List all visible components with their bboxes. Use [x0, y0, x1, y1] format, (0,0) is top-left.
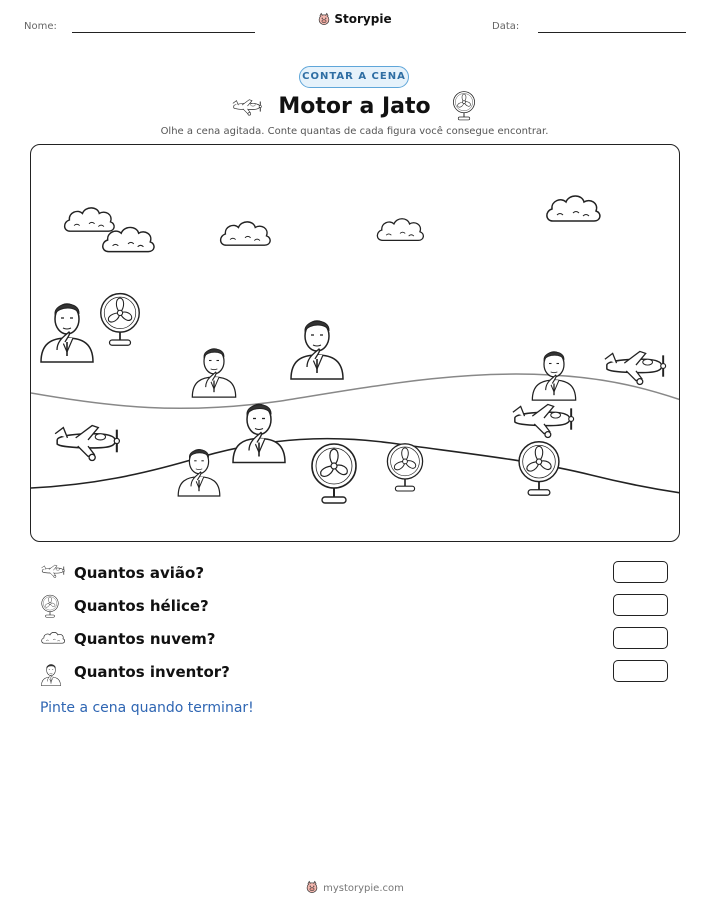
- coloring-note: Pinte a cena quando terminar!: [40, 700, 254, 716]
- pig-logo-icon: [305, 880, 319, 894]
- instructions: Olhe a cena agitada. Conte quantas de cada figura você consegue encontrar.: [160, 126, 549, 137]
- inventor-5: [178, 450, 220, 496]
- question-text: Quantos nuvem?: [74, 630, 216, 648]
- cloud-3: [221, 222, 271, 245]
- date-line: [538, 32, 686, 33]
- answer-box-inventor[interactable]: [613, 660, 668, 682]
- question-inventor: [40, 660, 680, 686]
- name-label: Nome:: [24, 21, 57, 32]
- fan-icon: [40, 594, 60, 618]
- brand-logo: [0, 12, 709, 26]
- inventor-icon: [40, 660, 62, 686]
- inventor-1: [41, 304, 93, 362]
- scene-illustration: [31, 145, 680, 542]
- cloud-4: [377, 219, 423, 241]
- activity-badge: CONTAR A CENA: [299, 66, 409, 88]
- page-title: Motor a Jato: [278, 94, 431, 119]
- question-text: Quantos hélice?: [74, 597, 209, 615]
- plane-3: [605, 351, 666, 384]
- fan-4: [519, 442, 559, 495]
- date-label: Data:: [492, 21, 520, 32]
- name-line: [72, 32, 255, 33]
- answer-box-fan[interactable]: [613, 594, 668, 616]
- fan-2: [312, 444, 356, 503]
- question-fan: [40, 594, 680, 620]
- site-footer: [0, 880, 709, 894]
- cloud-1: [65, 208, 115, 231]
- title-row: [0, 90, 709, 124]
- answer-box-cloud[interactable]: [613, 627, 668, 649]
- airplane-icon: [40, 563, 66, 579]
- question-cloud: [40, 627, 680, 653]
- cloud-icon: [40, 629, 66, 647]
- question-text: Quantos inventor?: [74, 663, 230, 681]
- fan-3: [387, 444, 422, 491]
- question-text: Quantos avião?: [74, 564, 205, 582]
- fan-1: [101, 294, 140, 346]
- brand-name: Storypie: [334, 12, 392, 26]
- inventor-4: [233, 405, 285, 463]
- pig-logo-icon: [317, 12, 331, 26]
- answer-box-airplane[interactable]: [613, 561, 668, 583]
- cloud-5: [547, 196, 600, 221]
- inventor-2: [192, 349, 235, 397]
- counting-scene: [30, 144, 680, 542]
- plane-1: [55, 426, 119, 461]
- inventor-3: [291, 321, 343, 379]
- plane-2: [513, 404, 574, 437]
- site-url: mystorypie.com: [323, 883, 404, 894]
- worksheet-header: [0, 0, 709, 40]
- question-airplane: [40, 561, 680, 587]
- fan-icon: [452, 90, 476, 121]
